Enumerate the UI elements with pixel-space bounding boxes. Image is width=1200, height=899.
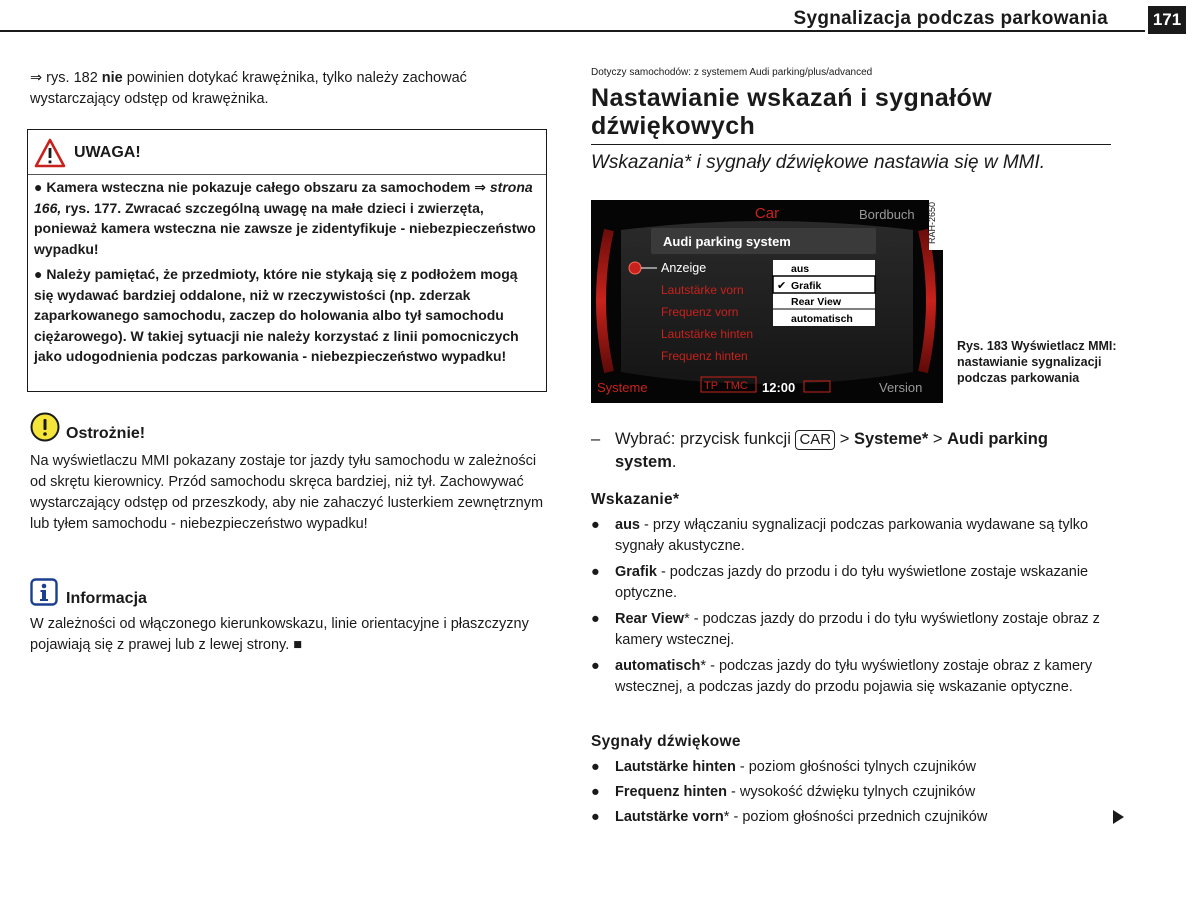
list-item-desc: * - poziom głośności przednich czujników bbox=[723, 809, 988, 825]
mmi-header: Audi parking system bbox=[663, 234, 791, 249]
list-item-term: Frequenz hinten bbox=[615, 784, 727, 800]
warning-triangle-icon bbox=[34, 138, 66, 168]
sygnaly-heading: Sygnały dźwiękowe bbox=[591, 733, 741, 750]
intro-text-emph: nie bbox=[101, 70, 123, 86]
mmi-check-icon: ✔ bbox=[777, 279, 787, 292]
mmi-footer-systeme: Systeme bbox=[597, 380, 648, 395]
step-text-a: Wybrać: przycisk funkcji bbox=[615, 430, 796, 448]
list-item-term: Grafik bbox=[615, 564, 657, 580]
step-body bbox=[615, 428, 1111, 474]
bullet: ● bbox=[591, 759, 600, 775]
intro-text-a: ⇒ rys. 182 bbox=[30, 70, 102, 86]
mmi-footer-tmc: TMC bbox=[724, 380, 748, 392]
list-item bbox=[591, 656, 1111, 698]
info-text: W zależności od włączonego kierunkowskazu, linie orientacyjne i płaszczyzny pojawiają się z prawej lub z lewej strony. ■ bbox=[30, 616, 529, 653]
list-item bbox=[591, 562, 1111, 604]
step-text-f: . bbox=[671, 453, 677, 471]
mmi-tab-car: Car bbox=[754, 205, 780, 222]
bullet: ● bbox=[591, 784, 600, 800]
warning-box bbox=[27, 129, 547, 392]
instruction-step bbox=[591, 428, 1111, 474]
mmi-option-grafik: Grafik bbox=[791, 280, 822, 292]
list-item bbox=[591, 807, 1111, 828]
bullet: ● bbox=[591, 564, 600, 580]
warning-paragraph-2: ● Należy pamiętać, że przedmioty, które nie stykają się z podłożem mogą się wydawać bardziej oddalone, niż w rzeczywistości (np. zderzak zaparkowanego samochodu, zaczep do holowania albo tył samochodu ciężarowego). W takiej sytuacji nie należy korzystać z linii pomocniczych jako udogodnienia podczas parkowania - niebezpieczeństwo wypadku! bbox=[34, 266, 519, 364]
list-item bbox=[591, 782, 1111, 803]
intro-text-c: powinien dotykać krawężnika, tylko należy zachować wystarczający odstęp od krawężnika. bbox=[30, 70, 467, 107]
header-rule bbox=[0, 30, 1145, 32]
figure-reference-code-text: RAH-2650 bbox=[927, 201, 938, 245]
bullet: ● bbox=[591, 809, 600, 825]
step-text-b: > bbox=[835, 430, 854, 448]
list-item-term: aus bbox=[615, 517, 640, 533]
figure-reference-code bbox=[929, 200, 943, 250]
caution-text: Na wyświetlaczu MMI pokazany zostaje tor jazdy tyłu samochodu w zależności od skrętu kierownicy. Przód samochodu skręca bardziej, niż tył. Zachowywać wystarczający odstęp od przeszkody, aby nie zahaczyć lusterkiem zewnętrznym lub tyłem samochodu - niebezpieczeństwo wypadku! bbox=[30, 453, 544, 532]
sygnaly-list bbox=[591, 757, 1111, 832]
step-text-d: > bbox=[928, 430, 948, 448]
list-item-desc: - przy włączaniu sygnalizacji podczas parkowania wydawane są tylko sygnały akustyczne. bbox=[615, 517, 1089, 554]
mmi-option-aus: aus bbox=[791, 263, 810, 275]
applies-to-note: Dotyczy samochodów: z systemem Audi parking/plus/advanced bbox=[591, 67, 873, 78]
caution-circle-icon bbox=[30, 412, 60, 442]
figure-caption: Rys. 183 Wyświetlacz MMI: nastawianie sygnalizacji podczas parkowania bbox=[957, 339, 1117, 385]
section-title: Nastawianie wskazań i sygnałów dźwiękowych bbox=[591, 84, 993, 140]
bullet: ● bbox=[591, 611, 600, 627]
list-item-desc: * - podczas jazdy do tyłu wyświetlony zostaje obraz z kamery wstecznej, a podczas jazdy do przodu pojawia się wskazanie optyczne. bbox=[615, 658, 1093, 695]
info-icon bbox=[30, 578, 58, 606]
warning-page-link[interactable]: strona 166, bbox=[34, 179, 533, 216]
page-number: 171 bbox=[1148, 6, 1186, 34]
bullet: ● bbox=[591, 658, 600, 674]
wskazanie-list bbox=[591, 515, 1111, 703]
mmi-tab-bordbuch: Bordbuch bbox=[859, 207, 915, 222]
mmi-footer-version: Version bbox=[879, 380, 923, 395]
caution-title: Ostrożnie! bbox=[66, 425, 146, 442]
intro-paragraph bbox=[30, 68, 550, 110]
mmi-screen-graphic bbox=[591, 200, 943, 403]
wskazanie-heading: Wskazanie* bbox=[591, 491, 680, 508]
list-item-term: Rear View bbox=[615, 611, 685, 627]
step-menu-systeme: Systeme* bbox=[853, 430, 929, 448]
list-item-desc: - wysokość dźwięku tylnych czujników bbox=[726, 784, 976, 800]
mmi-footer-tp: TP bbox=[704, 380, 719, 392]
list-item-term: automatisch bbox=[615, 658, 701, 674]
page-header-title: Sygnalizacja podczas parkowania bbox=[793, 8, 1108, 29]
list-item-desc: - poziom głośności tylnych czujników bbox=[735, 759, 977, 775]
bullet: ● bbox=[591, 517, 600, 533]
mmi-menu-item-frequenz-hinten: Frequenz hinten bbox=[661, 349, 748, 363]
list-item bbox=[591, 609, 1111, 651]
list-item-desc: - podczas jazdy do przodu i do tyłu wyświetlone zostaje wskazanie optyczne. bbox=[615, 564, 1089, 601]
list-item bbox=[591, 757, 1111, 778]
mmi-option-rear-view: Rear View bbox=[791, 296, 842, 308]
list-item-term: Lautstärke vorn bbox=[615, 809, 724, 825]
mmi-menu-item-lautstaerke-vorn: Lautstärke vorn bbox=[661, 283, 744, 297]
list-item-desc: * - podczas jazdy do przodu i do tyłu wyświetlony zostaje obraz z kamery wstecznej. bbox=[615, 611, 1100, 648]
list-item bbox=[591, 515, 1111, 557]
warning-p1-a: ● Kamera wsteczna nie pokazuje całego obszaru za samochodem ⇒ bbox=[34, 179, 490, 195]
continue-arrow-icon bbox=[1113, 810, 1124, 824]
warning-p1-b: rys. 177. Zwracać szczególną uwagę na małe dzieci i zwierzęta, ponieważ kamera wsteczna nie zawsze je zidentyfikuje - niebezpieczeństwo wypadku! bbox=[34, 199, 536, 257]
mmi-menu-item-frequenz-vorn: Frequenz vorn bbox=[661, 305, 739, 319]
list-item-term: Lautstärke hinten bbox=[615, 759, 736, 775]
car-key-button[interactable]: CAR bbox=[795, 430, 835, 450]
section-title-rule bbox=[591, 144, 1111, 145]
mmi-option-automatisch: automatisch bbox=[791, 313, 853, 325]
warning-header bbox=[28, 130, 546, 175]
mmi-screen-figure bbox=[591, 200, 943, 403]
mmi-menu-item-lautstaerke-hinten: Lautstärke hinten bbox=[661, 327, 754, 341]
info-title: Informacja bbox=[66, 590, 147, 607]
mmi-footer-time: 12:00 bbox=[762, 380, 796, 395]
warning-title: UWAGA! bbox=[74, 144, 141, 161]
mmi-menu-item-anzeige: Anzeige bbox=[661, 261, 707, 275]
section-subtitle: Wskazania* i sygnały dźwiękowe nastawia się w MMI. bbox=[591, 152, 1046, 173]
warning-paragraph-1 bbox=[34, 177, 540, 259]
step-dash: – bbox=[591, 430, 601, 448]
warning-body bbox=[34, 177, 540, 372]
step-menu-audi-parking: Audi parking system bbox=[615, 430, 1048, 471]
